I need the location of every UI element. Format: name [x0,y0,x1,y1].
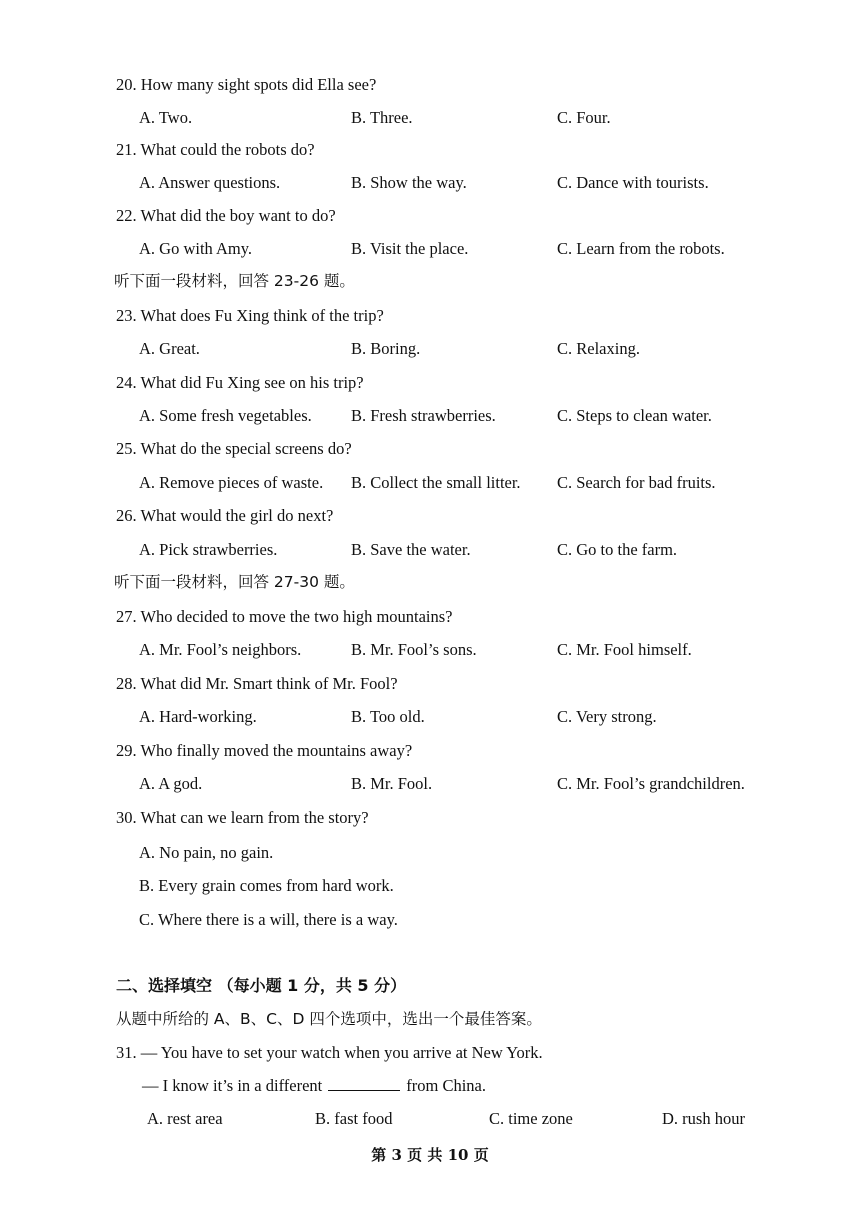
question-21-stem: 21. What could the robots do? [116,140,315,159]
question-21-option-c: C. Dance with tourists. [557,173,709,192]
question-28-option-b: B. Too old. [351,707,425,726]
question-27-stem: 27. Who decided to move the two high mountains? [116,607,453,626]
answer-blank [328,1090,400,1091]
question-28-stem: 28. What did Mr. Smart think of Mr. Fool? [116,674,398,693]
section-2-title: 二、选择填空 （每小题 1 分，共 5 分） [116,976,407,995]
question-31-option-a: A. rest area [147,1109,223,1128]
question-24-option-c: C. Steps to clean water. [557,406,712,425]
question-31-option-b: B. fast food [315,1109,393,1128]
question-22-option-a: A. Go with Amy. [139,239,253,258]
question-20-stem: 20. How many sight spots did Ella see? [116,75,377,94]
question-31-option-d: D. rush hour [662,1109,745,1128]
question-30-option-b: B. Every grain comes from hard work. [139,876,394,895]
question-25-stem: 25. What do the special screens do? [116,439,352,458]
question-23-stem: 23. What does Fu Xing think of the trip? [116,306,384,325]
question-27-option-c: C. Mr. Fool himself. [557,640,692,659]
question-20-option-c: C. Four. [557,108,611,127]
question-26-option-a: A. Pick strawberries. [139,540,278,559]
question-22-stem: 22. What did the boy want to do? [116,206,336,225]
question-25-option-a: A. Remove pieces of waste. [139,473,324,492]
question-24-option-a: A. Some fresh vegetables. [139,406,312,425]
question-24-option-b: B. Fresh strawberries. [351,406,496,425]
listening-instruction-23-26: 听下面一段材料，回答 23-26 题。 [114,272,355,290]
question-31-line-2-after: from China. [406,1076,486,1095]
question-25-option-b: B. Collect the small litter. [351,473,521,492]
question-31-line-2-before: — I know it’s in a different [142,1076,323,1095]
question-21-option-a: A. Answer questions. [139,173,281,192]
question-30-option-a: A. No pain, no gain. [139,843,274,862]
question-29-stem: 29. Who finally moved the mountains away? [116,741,413,760]
question-22-option-b: B. Visit the place. [351,239,469,258]
question-29-option-c: C. Mr. Fool’s grandchildren. [557,774,745,793]
listening-instruction-27-30: 听下面一段材料，回答 27-30 题。 [114,573,355,591]
question-27-option-a: A. Mr. Fool’s neighbors. [139,640,302,659]
question-28-option-a: A. Hard-working. [139,707,257,726]
question-30-option-c: C. Where there is a will, there is a way. [139,910,398,929]
section-2-directions: 从题中所给的 A、B、C、D 四个选项中，选出一个最佳答案。 [116,1010,542,1028]
question-25-option-c: C. Search for bad fruits. [557,473,716,492]
question-26-option-b: B. Save the water. [351,540,471,559]
question-21-option-b: B. Show the way. [351,173,467,192]
page-footer: 第 3 页 共 10 页 [371,1146,489,1164]
question-31-line-2 [142,1078,486,1095]
question-31-line-1: 31. — You have to set your watch when you arrive at New York. [116,1043,543,1062]
question-20-option-a: A. Two. [139,108,193,127]
question-23-option-c: C. Relaxing. [557,339,640,358]
question-24-stem: 24. What did Fu Xing see on his trip? [116,373,364,392]
question-30-stem: 30. What can we learn from the story? [116,808,369,827]
question-31-option-c: C. time zone [489,1109,573,1128]
question-29-option-b: B. Mr. Fool. [351,774,433,793]
question-29-option-a: A. A god. [139,774,203,793]
question-27-option-b: B. Mr. Fool’s sons. [351,640,477,659]
question-26-option-c: C. Go to the farm. [557,540,678,559]
question-20-option-b: B. Three. [351,108,413,127]
question-23-option-a: A. Great. [139,339,200,358]
question-23-option-b: B. Boring. [351,339,421,358]
question-22-option-c: C. Learn from the robots. [557,239,725,258]
question-28-option-c: C. Very strong. [557,707,657,726]
question-26-stem: 26. What would the girl do next? [116,506,334,525]
